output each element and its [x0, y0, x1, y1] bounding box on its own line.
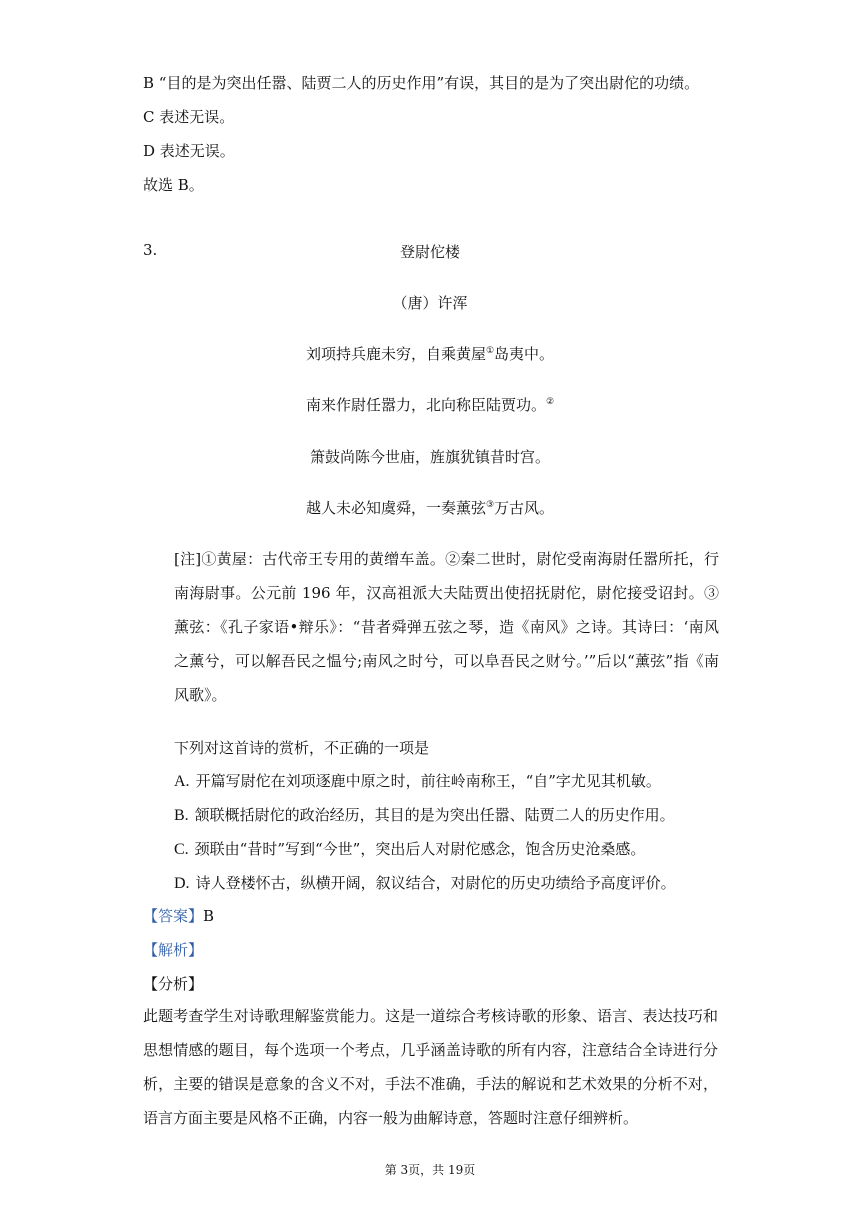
- answer-line: [143, 905, 214, 926]
- prev-choice: 故选 B。: [143, 176, 204, 194]
- analysis-text: 此题考查学生对诗歌理解鉴赏能力。这是一道综合考核诗歌的形象、语言、表达技巧和思想情感的题目，每个选项一个考点，几乎涵盖诗歌的所有内容，注意结合全诗进行分析，主要的错误是意象的含义不对，手法不准确，手法的解说和艺术效果的分析不对，语言方面主要是风格不正确，内容一般为曲解诗意，答题时注意仔细辨析。: [143, 1007, 718, 1127]
- poem-author: （唐）许浑: [392, 294, 468, 312]
- page-footer: 第 3页，共 19页: [384, 1163, 476, 1177]
- poem-line: 箫鼓尚陈今世庙，旌旗犹镇昔时宫。: [309, 448, 550, 466]
- poem-line: 南来作尉任嚣力，北向称臣陆贾功。②: [305, 396, 555, 414]
- poem-line: 越人未必知虞舜，一奏薰弦③万古风。: [305, 499, 555, 517]
- prev-option-d-explanation: D 表述无误。: [143, 142, 235, 160]
- answer-tag: 【答案】: [143, 907, 204, 925]
- prev-option-c-explanation: C 表述无误。: [143, 108, 235, 126]
- question-prompt: 下列对这首诗的赏析，不正确的一项是: [174, 739, 430, 757]
- footnote-marker: ①: [485, 346, 495, 356]
- question-number: 3.: [143, 241, 158, 259]
- prev-option-b-explanation: B “目的是为突出任嚣、陆贾二人的历史作用”有误，其目的是为了突出尉佗的功绩。: [143, 74, 700, 92]
- poem-footnotes: [注]①黄屋：古代帝王专用的黄缯车盖。②秦二世时，尉佗受南海尉任嚣所托，行南海尉事。公元前 196 年，汉高祖派大夫陆贾出使招抚尉佗，尉佗接受诏封。③薰弦：《孔子家语•辩乐》：“昔者舜弹五弦之琴，造《南风》之诗。其诗曰：‘南风之薰兮，可以解吾民之愠兮;南风之时兮，可以阜吾民之财兮。’”后以“薰弦”指《南风歌》。: [174, 550, 719, 704]
- option-d: D. 诗人登楼怀古，纵横开阔，叙议结合，对尉佗的历史功绩给予高度评价。: [174, 874, 676, 892]
- option-c: C. 颈联由“昔时”写到“今世”，突出后人对尉佗感念，饱含历史沧桑感。: [174, 840, 646, 858]
- analysis-tag: 【解析】: [143, 941, 204, 959]
- poem-title: 登尉佗楼: [399, 243, 460, 261]
- poem-line: 刘项持兵鹿未穷，自乘黄屋①岛夷中。: [305, 345, 555, 363]
- footnote-marker: ②: [545, 397, 555, 407]
- footnote-marker: ③: [485, 500, 495, 510]
- analysis-subtag: 【分析】: [143, 975, 204, 993]
- option-a: A. 开篇写尉佗在刘项逐鹿中原之时，前往岭南称王，“自”字尤见其机敏。: [174, 772, 661, 790]
- answer-value: B: [203, 907, 215, 925]
- option-b: B. 颔联概括尉佗的政治经历，其目的是为突出任嚣、陆贾二人的历史作用。: [174, 806, 675, 824]
